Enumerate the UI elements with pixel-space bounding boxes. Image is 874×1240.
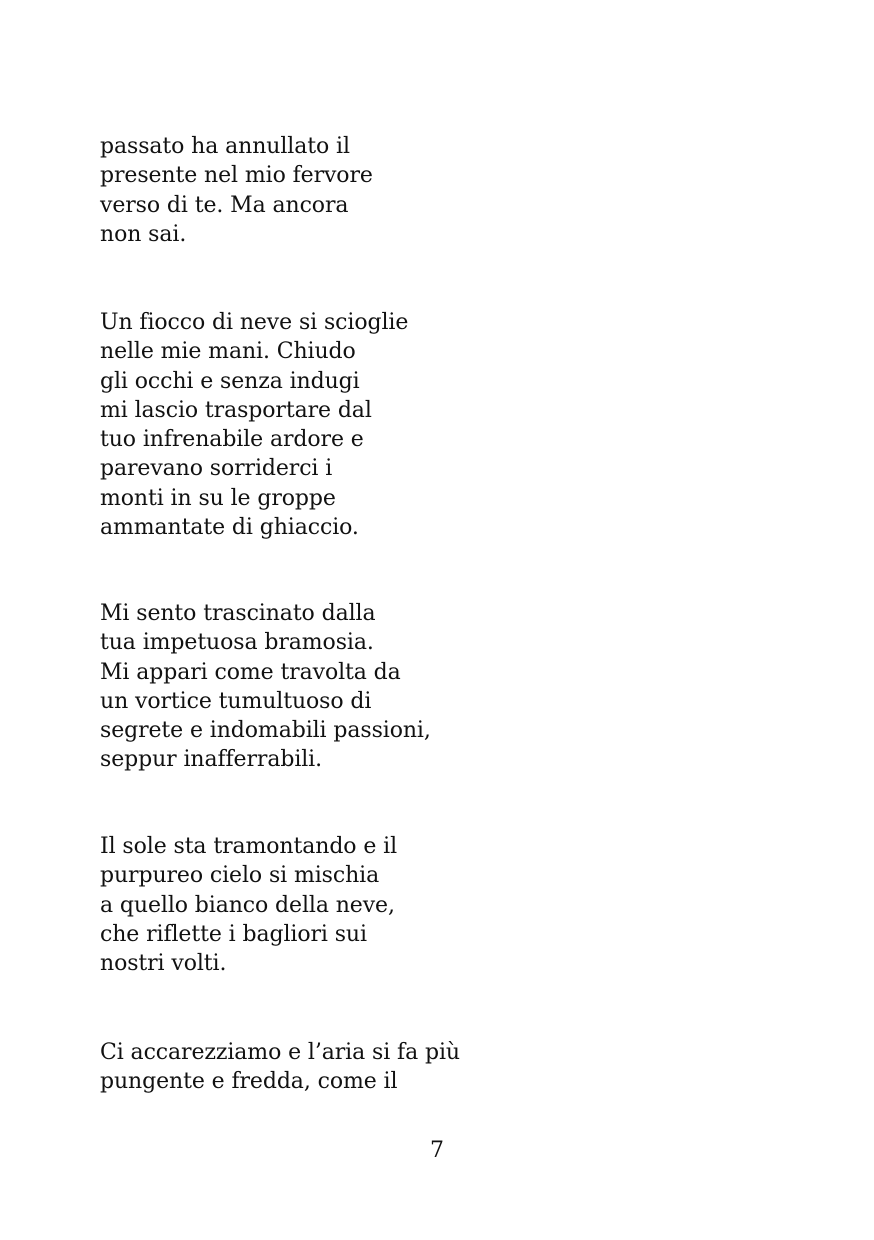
- stanza-line: parevano sorriderci i: [100, 456, 333, 482]
- stanza-3: [100, 599, 520, 775]
- stanza-line: Mi sento trascinato dalla: [100, 601, 376, 626]
- stanza-line: che riflette i bagliori sui: [100, 921, 367, 947]
- stanza-line: Mi appari come travolta da: [100, 659, 401, 685]
- stanza-line: nelle mie mani. Chiudo: [100, 339, 356, 365]
- stanza-line: mi lascio trasportare dal: [100, 397, 372, 423]
- stanza-line: nostri volti.: [100, 951, 227, 977]
- stanza-line: Ci accarezziamo e l’aria si fa più: [100, 1040, 460, 1065]
- stanza-line: non sai.: [100, 221, 187, 247]
- stanza-line: gli occhi e senza indugi: [100, 368, 360, 394]
- stanza-line: pungente e fredda, come il: [100, 1069, 398, 1095]
- stanza-line: presente nel mio fervore: [100, 163, 373, 189]
- stanza-line: tuo infrenabile ardore e: [100, 427, 364, 453]
- stanza-line: un vortice tumultuoso di: [100, 688, 372, 714]
- stanza-line: ammantate di ghiaccio.: [100, 515, 359, 541]
- stanza-line: segrete e indomabili passioni,: [100, 718, 431, 744]
- stanza-line: Un fiocco di neve si scioglie: [100, 310, 409, 335]
- page-number: 7: [430, 1138, 444, 1163]
- stanza-line: monti in su le groppe: [100, 485, 336, 511]
- stanza-line: passato ha annullato il: [100, 134, 350, 159]
- stanza-5: [100, 1038, 520, 1097]
- stanza-line: purpureo cielo si mischia: [100, 863, 380, 889]
- stanza-4: [100, 832, 520, 978]
- stanza-2: [100, 308, 520, 542]
- stanza-line: a quello bianco della neve,: [100, 892, 395, 918]
- stanza-line: verso di te. Ma ancora: [100, 192, 349, 218]
- stanza-line: seppur inafferrabili.: [100, 747, 323, 773]
- stanza-line: tua impetuosa bramosia.: [100, 630, 374, 656]
- stanza-1: [100, 132, 520, 249]
- stanza-line: Il sole sta tramontando e il: [100, 834, 398, 859]
